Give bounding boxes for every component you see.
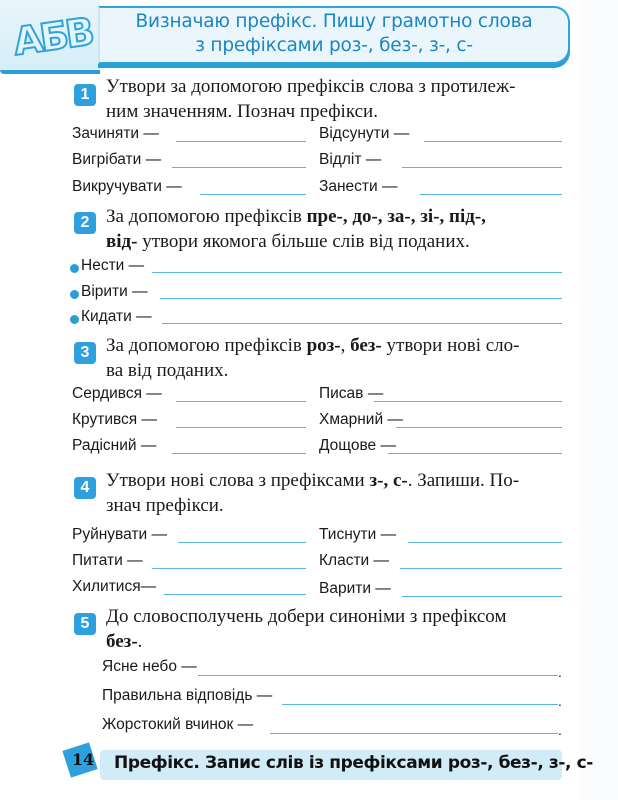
- task-line: Утвори нові слова з префіксами з-, с-. Запиши. По-: [106, 470, 520, 491]
- word-label: Відліт —: [319, 151, 382, 168]
- answer-line[interactable]: [178, 542, 306, 543]
- page-title-line2: з префіксами роз-, без-, з-, с-: [195, 35, 473, 56]
- answer-line[interactable]: [160, 298, 562, 299]
- exercise-2-task: [106, 204, 568, 254]
- word-label: Занести —: [319, 178, 398, 195]
- word-label: Вірити —: [81, 283, 148, 300]
- word-label: Зачиняти —: [72, 125, 159, 142]
- answer-line[interactable]: [400, 568, 562, 569]
- footer-topic: Префікс. Запис слів із префіксами роз-, без-, з-, с-: [114, 753, 593, 773]
- answer-line[interactable]: [172, 167, 306, 168]
- word-label: Нести —: [81, 257, 145, 274]
- word-label: Крутився —: [72, 411, 157, 428]
- bullet-icon: [70, 315, 79, 324]
- page-margin: [580, 0, 618, 800]
- word-label: Відсунути —: [319, 125, 410, 142]
- answer-line[interactable]: [396, 427, 562, 428]
- exercise-3-task: [106, 333, 568, 383]
- word-label: Дощове —: [319, 437, 396, 454]
- exercise-number-2: 2: [74, 212, 96, 234]
- task-line: За допомогою префіксів роз-, без- утвори нові сло-: [106, 335, 520, 356]
- word-label: Тиснути —: [319, 526, 397, 543]
- answer-line[interactable]: [420, 194, 562, 195]
- task-line: знач префікси.: [106, 495, 224, 516]
- word-label: Писав —: [319, 385, 384, 402]
- word-label: Кидати —: [81, 308, 152, 325]
- answer-line[interactable]: [388, 453, 562, 454]
- word-label: Хмарний —: [319, 411, 403, 428]
- word-label: Питати —: [72, 552, 143, 569]
- answer-line[interactable]: [282, 704, 558, 705]
- exercise-1-task: [106, 74, 568, 124]
- word-label: Руйнувати —: [72, 526, 167, 543]
- end-period: .: [558, 693, 562, 709]
- answer-line[interactable]: [374, 401, 562, 402]
- word-label: Класти —: [319, 552, 390, 569]
- answer-line[interactable]: [408, 542, 562, 543]
- task-line: До словосполучень добери синоніми з префіксом: [106, 606, 507, 627]
- task-line: без-.: [106, 631, 143, 652]
- page-number: 14: [71, 750, 95, 769]
- end-period: .: [558, 722, 562, 738]
- answer-line[interactable]: [152, 568, 306, 569]
- word-label: Радісний —: [72, 437, 157, 454]
- phrase-label: Ясне небо —: [102, 658, 197, 675]
- abc-logo-icon: АБВ: [10, 9, 95, 64]
- task-line: від- утвори якомога більше слів від поданих.: [106, 231, 470, 252]
- answer-line[interactable]: [176, 427, 306, 428]
- word-label: Сердився —: [72, 385, 162, 402]
- answer-line[interactable]: [176, 141, 306, 142]
- exercise-number-1: 1: [74, 84, 96, 106]
- bullet-icon: [70, 290, 79, 299]
- task-line: ва від поданих.: [106, 360, 229, 381]
- exercise-4-task: [106, 468, 568, 518]
- exercise-5-task: [106, 604, 568, 654]
- exercise-number-4: 4: [74, 477, 96, 499]
- answer-line[interactable]: [198, 675, 558, 676]
- phrase-label: Правильна відповідь —: [102, 687, 273, 704]
- end-period: .: [558, 664, 562, 680]
- task-line: За допомогою префіксів пре-, до-, за-, зі-, під-,: [106, 206, 486, 227]
- page-title-line1: Визначаю префікс. Пишу грамотно слова: [135, 11, 533, 32]
- answer-line[interactable]: [200, 194, 306, 195]
- exercise-number-5: 5: [74, 613, 96, 635]
- answer-line[interactable]: [172, 453, 306, 454]
- answer-line[interactable]: [424, 141, 562, 142]
- answer-line[interactable]: [176, 401, 306, 402]
- phrase-label: Жорстокий вчинок —: [102, 716, 254, 733]
- bullet-icon: [70, 264, 79, 273]
- task-line: ним значенням. Познач префікси.: [106, 101, 378, 122]
- page-title-box: [98, 6, 570, 64]
- answer-line[interactable]: [402, 167, 562, 168]
- word-label: Хилитися—: [72, 578, 157, 595]
- answer-line[interactable]: [152, 272, 562, 273]
- answer-line[interactable]: [162, 323, 562, 324]
- answer-line[interactable]: [402, 596, 562, 597]
- word-label: Варити —: [319, 580, 391, 597]
- word-label: Викручувати —: [72, 178, 182, 195]
- answer-line[interactable]: [270, 733, 558, 734]
- word-label: Вигрібати —: [72, 151, 162, 168]
- answer-line[interactable]: [164, 594, 306, 595]
- task-line: Утвори за допомогою префіксів слова з протилеж-: [106, 76, 516, 97]
- exercise-number-3: 3: [74, 342, 96, 364]
